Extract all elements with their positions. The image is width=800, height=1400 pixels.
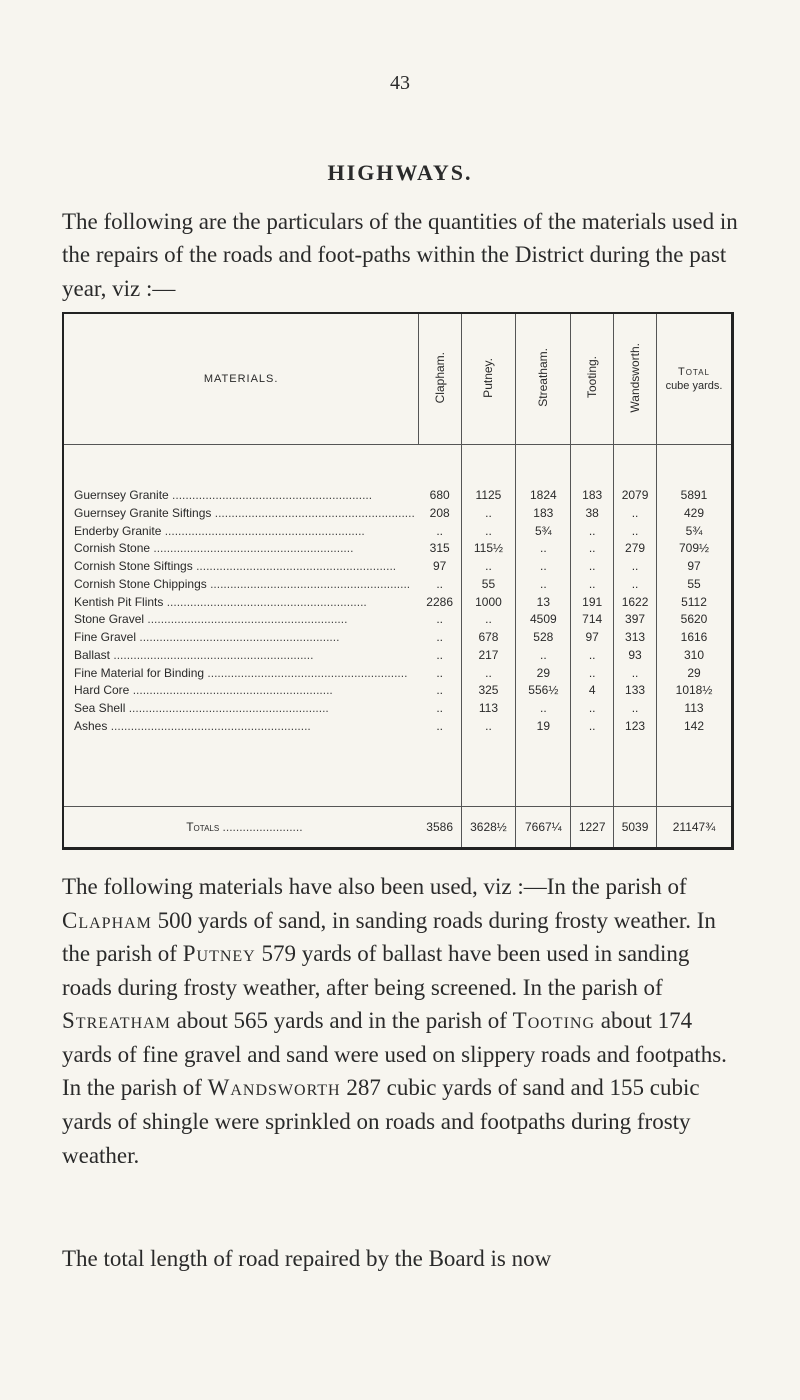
quantity-cell: 13 [516, 593, 571, 611]
quantity-cell: 1000 [461, 593, 516, 611]
quantity-cell: 1125 [461, 486, 516, 504]
material-name: Ballast ............................................................ [74, 647, 314, 662]
table-row [64, 557, 731, 575]
quantity-cell: 208 [419, 504, 461, 522]
road-length-paragraph: The total length of road repaired by the Board is now [62, 1246, 552, 1271]
totals-row [64, 806, 731, 847]
quantity-cell: 714 [571, 610, 614, 628]
quantity-cell: .. [461, 557, 516, 575]
quantity-cell: .. [516, 575, 571, 593]
quantity-cell: 680 [419, 486, 461, 504]
material-name: Guernsey Granite ............................................................ [74, 488, 373, 503]
total-cell: 5891 [680, 488, 708, 503]
quantity-cell: 38 [571, 504, 614, 522]
column-header-total: Total cube yards. [657, 314, 732, 445]
quantity-cell: .. [571, 540, 614, 558]
quantity-cell: 2286 [419, 593, 461, 611]
total-cell: 709½ [678, 541, 710, 556]
quantity-cell: 123 [614, 717, 657, 735]
table-row [64, 522, 731, 540]
quantity-cell: .. [461, 522, 516, 540]
quantity-cell: 93 [614, 646, 657, 664]
quantity-cell: .. [614, 522, 657, 540]
total-cell: 5112 [681, 594, 707, 609]
total-cell: 55 [687, 576, 701, 591]
quantity-cell: .. [419, 628, 461, 646]
spacer-row [64, 445, 731, 487]
quantity-cell: .. [614, 575, 657, 593]
column-total-cell: 3586 [419, 806, 461, 847]
table-row [64, 486, 731, 504]
column-header-putney: Putney. [461, 314, 516, 445]
table-row [64, 504, 731, 522]
quantity-cell: .. [516, 557, 571, 575]
quantity-cell: .. [419, 717, 461, 735]
quantity-cell: .. [614, 664, 657, 682]
quantity-cell: .. [571, 717, 614, 735]
quantity-cell: 528 [516, 628, 571, 646]
quantity-cell: 97 [571, 628, 614, 646]
quantity-cell: .. [419, 664, 461, 682]
material-name: Hard Core ............................................................ [74, 683, 333, 698]
quantity-cell: 315 [419, 540, 461, 558]
quantity-cell: 556½ [516, 681, 571, 699]
material-name: Enderby Granite ............................................................ [74, 523, 365, 538]
quantity-cell: .. [419, 522, 461, 540]
quantity-cell: 2079 [614, 486, 657, 504]
quantity-cell: 4509 [516, 610, 571, 628]
quantity-cell: 97 [419, 557, 461, 575]
quantity-cell: 1824 [516, 486, 571, 504]
column-header-wandsworth: Wandsworth. [614, 314, 657, 445]
table-row [64, 664, 731, 682]
quantity-cell: .. [419, 699, 461, 717]
material-name: Kentish Pit Flints ............................................................ [74, 594, 367, 609]
quantity-cell: 191 [571, 593, 614, 611]
quantity-cell: 183 [571, 486, 614, 504]
table-header-row [64, 314, 731, 445]
quantity-cell: 279 [614, 540, 657, 558]
total-cell: 1616 [680, 630, 708, 645]
quantity-cell: 133 [614, 681, 657, 699]
totals-label: Totals ........................ [64, 806, 419, 847]
table-row [64, 593, 731, 611]
quantity-cell: 4 [571, 681, 614, 699]
total-cell: 97 [687, 559, 701, 574]
quantity-cell: 115½ [461, 540, 516, 558]
quantity-cell: 113 [461, 699, 516, 717]
materials-header: MATERIALS. [64, 314, 419, 445]
table-row [64, 575, 731, 593]
total-cell: 429 [683, 506, 705, 521]
quantity-cell: .. [516, 699, 571, 717]
column-header-tooting: Tooting. [571, 314, 614, 445]
intro-paragraph: The following are the particulars of the quantities of the materials used in the repairs of the roads and foot-paths within the District during the past year, viz :— [62, 209, 738, 301]
total-cell: 5620 [680, 612, 708, 627]
quantity-cell: 325 [461, 681, 516, 699]
table-row [64, 610, 731, 628]
materials-table [62, 312, 734, 850]
column-total-cell: 1227 [571, 806, 614, 847]
table-body [64, 445, 731, 848]
table-row [64, 717, 731, 735]
column-header-clapham: Clapham. [419, 314, 461, 445]
quantity-cell: .. [571, 522, 614, 540]
column-total-cell: 7667¼ [516, 806, 571, 847]
material-name: Cornish Stone Chippings ............................................................ [74, 576, 411, 591]
column-total-cell: 5039 [614, 806, 657, 847]
quantity-cell: .. [571, 557, 614, 575]
total-cell: 310 [683, 647, 705, 662]
quantity-cell: .. [614, 557, 657, 575]
quantity-cell: 678 [461, 628, 516, 646]
column-header-streatham: Streatham. [516, 314, 571, 445]
grand-total-cell: 21147¾ [657, 806, 732, 847]
quantity-cell: 5¾ [516, 522, 571, 540]
quantity-cell: .. [461, 664, 516, 682]
material-name: Fine Gravel ............................................................ [74, 630, 340, 645]
material-name: Sea Shell ............................................................ [74, 700, 329, 715]
table-row [64, 699, 731, 717]
quantity-cell: 55 [461, 575, 516, 593]
additional-materials-paragraph: The following materials have also been used, viz :—In the parish of Clapham 500 yards of sand, in sanding roads during frosty weather. In the parish of Putney 579 yards of ballast have been used in sanding roads during frosty weather, after being screened. In the parish of Streatham about 565 yards and in the parish of Tooting about 174 yards of fine gravel and sand were used on slippery roads and footpaths. In the parish of Wandsworth 287 cubic yards of sand and 155 cubic yards of shingle were sprinkled on roads and footpaths during frosty weather. [62, 874, 727, 1168]
table-row [64, 681, 731, 699]
table-row [64, 646, 731, 664]
total-cell: 5¾ [685, 523, 703, 538]
parish-wandsworth: Wandsworth [207, 1075, 341, 1101]
quantity-cell: .. [614, 504, 657, 522]
quantity-cell: .. [461, 717, 516, 735]
quantity-cell: .. [419, 681, 461, 699]
quantity-cell: 19 [516, 717, 571, 735]
material-name: Cornish Stone Siftings ............................................................ [74, 559, 397, 574]
quantity-cell: .. [516, 646, 571, 664]
parish-putney: Putney [182, 941, 256, 967]
quantity-cell: .. [571, 575, 614, 593]
quantity-cell: .. [461, 610, 516, 628]
quantity-cell: 29 [516, 664, 571, 682]
material-name: Fine Material for Binding ............................................................ [74, 665, 408, 680]
quantity-cell: .. [571, 646, 614, 664]
table-row [64, 628, 731, 646]
total-cell: 29 [687, 665, 701, 680]
parish-streatham: Streatham [62, 1008, 171, 1034]
material-name: Cornish Stone ............................................................ [74, 541, 354, 556]
spacer-row [64, 735, 731, 807]
parish-tooting: Tooting [512, 1008, 596, 1034]
quantity-cell: .. [461, 504, 516, 522]
quantity-cell: 313 [614, 628, 657, 646]
quantity-cell: 1622 [614, 593, 657, 611]
page-number: 43 [390, 72, 410, 94]
material-name: Stone Gravel ............................................................ [74, 612, 348, 627]
page-heading: HIGHWAYS. [327, 160, 473, 185]
column-total-cell: 3628½ [461, 806, 516, 847]
quantity-cell: 183 [516, 504, 571, 522]
quantity-cell: .. [516, 540, 571, 558]
quantity-cell: 397 [614, 610, 657, 628]
total-cell: 1018½ [675, 683, 713, 698]
quantity-cell: .. [419, 575, 461, 593]
quantity-cell: 217 [461, 646, 516, 664]
parish-clapham: Clapham [62, 907, 152, 933]
table-row [64, 540, 731, 558]
material-name: Ashes ............................................................ [74, 718, 311, 733]
total-cell: 113 [684, 700, 704, 715]
quantity-cell: .. [614, 699, 657, 717]
quantity-cell: .. [571, 699, 614, 717]
quantity-cell: .. [571, 664, 614, 682]
material-name: Guernsey Granite Siftings ............................................................ [74, 506, 415, 521]
quantity-cell: .. [419, 610, 461, 628]
quantity-cell: .. [419, 646, 461, 664]
total-cell: 142 [683, 718, 705, 733]
